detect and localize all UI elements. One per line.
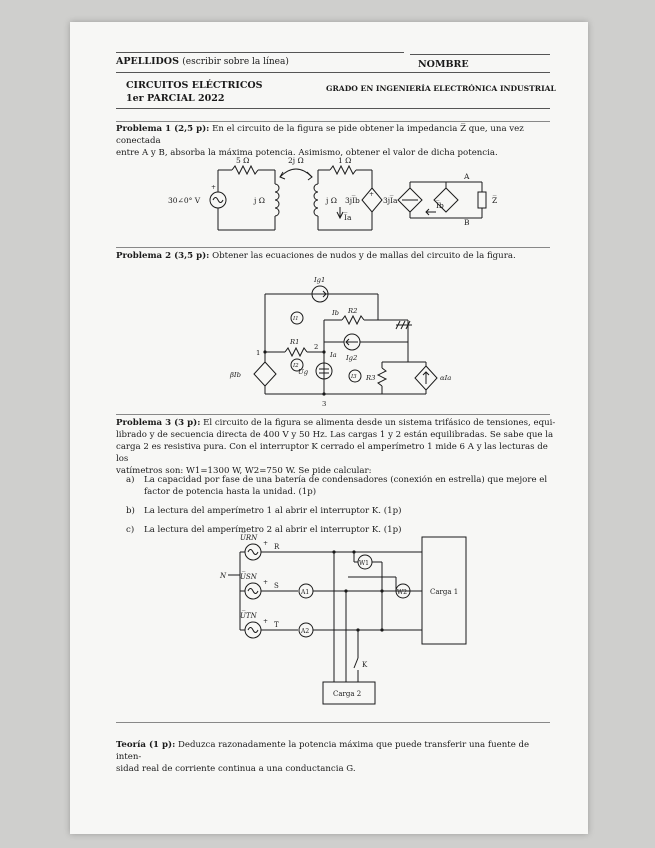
problem3-circuit xyxy=(70,22,588,834)
p3-label-w2: W2 xyxy=(397,589,407,596)
p3-plus-t: + xyxy=(263,618,269,625)
degree-title: GRADO EN INGENIERÍA ELECTRÓNICA INDUSTRIAL xyxy=(326,84,556,93)
course-title: CIRCUITOS ELÉCTRICOS xyxy=(126,80,263,91)
p2-label-ug: Ug xyxy=(298,368,309,376)
theory-text2: sidad real de corriente continua a una conductancia G. xyxy=(116,764,356,774)
problem2-heading: Problema 2 (3,5 p): xyxy=(116,251,210,261)
apellidos-label: APELLIDOS xyxy=(116,56,179,67)
p1-source-plus: + xyxy=(211,184,217,191)
problem1-text-line2: entre A y B, absorba la máxima potencia. Asimismo, obtener el valor de dicha potencia. xyxy=(116,148,498,158)
problem3-item-c-label: c) xyxy=(126,525,135,535)
p2-label-i1: I1 xyxy=(293,316,299,322)
p3-label-t: T xyxy=(274,621,279,629)
nombre-label: NOMBRE xyxy=(418,59,469,70)
p1-label-dep-i: 3jI̅a xyxy=(383,196,398,205)
p2-label-r1: R1 xyxy=(290,338,300,346)
p2-label-r2: R2 xyxy=(348,307,358,315)
problem3-line1: El circuito de la figura se alimenta desde un sistema trifásico de tensiones, equi- xyxy=(203,418,556,428)
problem3-item-b-label: b) xyxy=(126,506,135,516)
theory-rule xyxy=(116,722,550,723)
problem3-item-c-text: La lectura del amperímetro 2 al abrir el interruptor K. (1p) xyxy=(144,525,402,535)
p2-label-beta: βIb xyxy=(230,371,241,379)
p3-label-carga1: Carga 1 xyxy=(430,588,459,596)
problem3-item-a-text2: factor de potencia hasta la unidad. (1p) xyxy=(144,487,317,497)
p3-label-utn: U̅TN xyxy=(240,612,257,620)
p3-label-k: K xyxy=(362,661,368,669)
p1-label-dep-v: 3jI̅b xyxy=(345,196,360,205)
problem1-text-line1: En el circuito de la figura se pide obtener la impedancia Z̅ que, una vez conectada xyxy=(116,124,524,146)
p3-label-a2: A2 xyxy=(301,628,310,635)
problem3-item-b-text: La lectura del amperímetro 1 al abrir el interruptor K. (1p) xyxy=(144,506,402,516)
p2-label-i3: I3 xyxy=(351,374,357,380)
problem3-item-a-text1: La capacidad por fase de una batería de condensadores (conexión en estrella) que mejore el xyxy=(144,475,548,485)
p1-label-mutual: 2j Ω xyxy=(288,156,304,165)
theory-heading: Teoría (1 p): xyxy=(116,740,176,750)
apellidos-hint: (escribir sobre la línea) xyxy=(182,57,289,67)
p3-label-carga2: Carga 2 xyxy=(333,690,362,698)
theory-statement xyxy=(116,739,556,775)
p2-label-ia: Ia xyxy=(330,351,337,359)
p2-label-node2: 2 xyxy=(314,343,319,351)
p1-label-r2: 1 Ω xyxy=(338,156,352,165)
p3-label-w1: W1 xyxy=(359,560,369,567)
p1-label-node-b: B xyxy=(464,218,470,227)
problem3-line4: vatímetros son: W1=1300 W, W2=750 W. Se pide calcular: xyxy=(116,466,372,476)
p3-label-a1: A1 xyxy=(301,589,310,596)
p2-label-ig1: Ig1 xyxy=(314,276,326,284)
problem3-item-a-label: a) xyxy=(126,475,135,485)
p1-label-l2: j Ω xyxy=(326,196,337,205)
p1-label-load: Z̅ xyxy=(492,196,498,205)
p2-label-i2: I2 xyxy=(293,363,299,369)
p1-label-l1: j Ω xyxy=(254,196,265,205)
p1-dep-plus: + xyxy=(369,191,375,198)
exam-sheet xyxy=(70,22,588,834)
problem3-heading: Problema 3 (3 p): xyxy=(116,418,201,428)
p2-label-ib: Ib xyxy=(332,309,340,317)
p2-label-alpha: αIa xyxy=(440,374,452,382)
p3-label-urn: U̅RN xyxy=(240,534,258,542)
p1-label-ia: I̅a xyxy=(344,213,352,222)
p3-plus-s: + xyxy=(263,579,269,586)
p1-label-source: 30∠0° V xyxy=(168,196,201,205)
problem1-heading: Problema 1 (2,5 p): xyxy=(116,124,210,134)
p1-label-ib: I̅b xyxy=(436,201,444,210)
p1-label-r1: 5 Ω xyxy=(236,156,250,165)
problem3-line2: librado y de secuencia directa de 400 V y 50 Hz. Las cargas 1 y 2 están equilibradas. Se sabe que la xyxy=(116,430,554,440)
exam-title: 1er PARCIAL 2022 xyxy=(126,93,225,104)
p3-label-r: R xyxy=(274,543,280,551)
problem3-line3: carga 2 es resistiva pura. Con el interruptor K cerrado el amperímetro 1 mide 6 A y las lecturas de los xyxy=(116,442,548,464)
p2-label-node3: 3 xyxy=(322,400,327,408)
p2-label-node1: 1 xyxy=(256,349,261,357)
p3-plus-r: + xyxy=(263,540,269,547)
theory-text1: Deduzca razonadamente la potencia máxima que puede transferir una fuente de inten- xyxy=(116,740,530,762)
p1-label-node-a: A xyxy=(464,172,470,181)
p2-label-ig2: Ig2 xyxy=(346,354,358,362)
p3-label-s: S xyxy=(274,582,279,590)
p3-switch-k[interactable] xyxy=(354,658,358,668)
p2-label-r3: R3 xyxy=(366,374,376,382)
problem2-text: Obtener las ecuaciones de nudos y de mallas del circuito de la figura. xyxy=(212,251,516,261)
p3-label-usn: U̅SN xyxy=(240,573,257,581)
p3-label-n: N xyxy=(220,572,227,580)
